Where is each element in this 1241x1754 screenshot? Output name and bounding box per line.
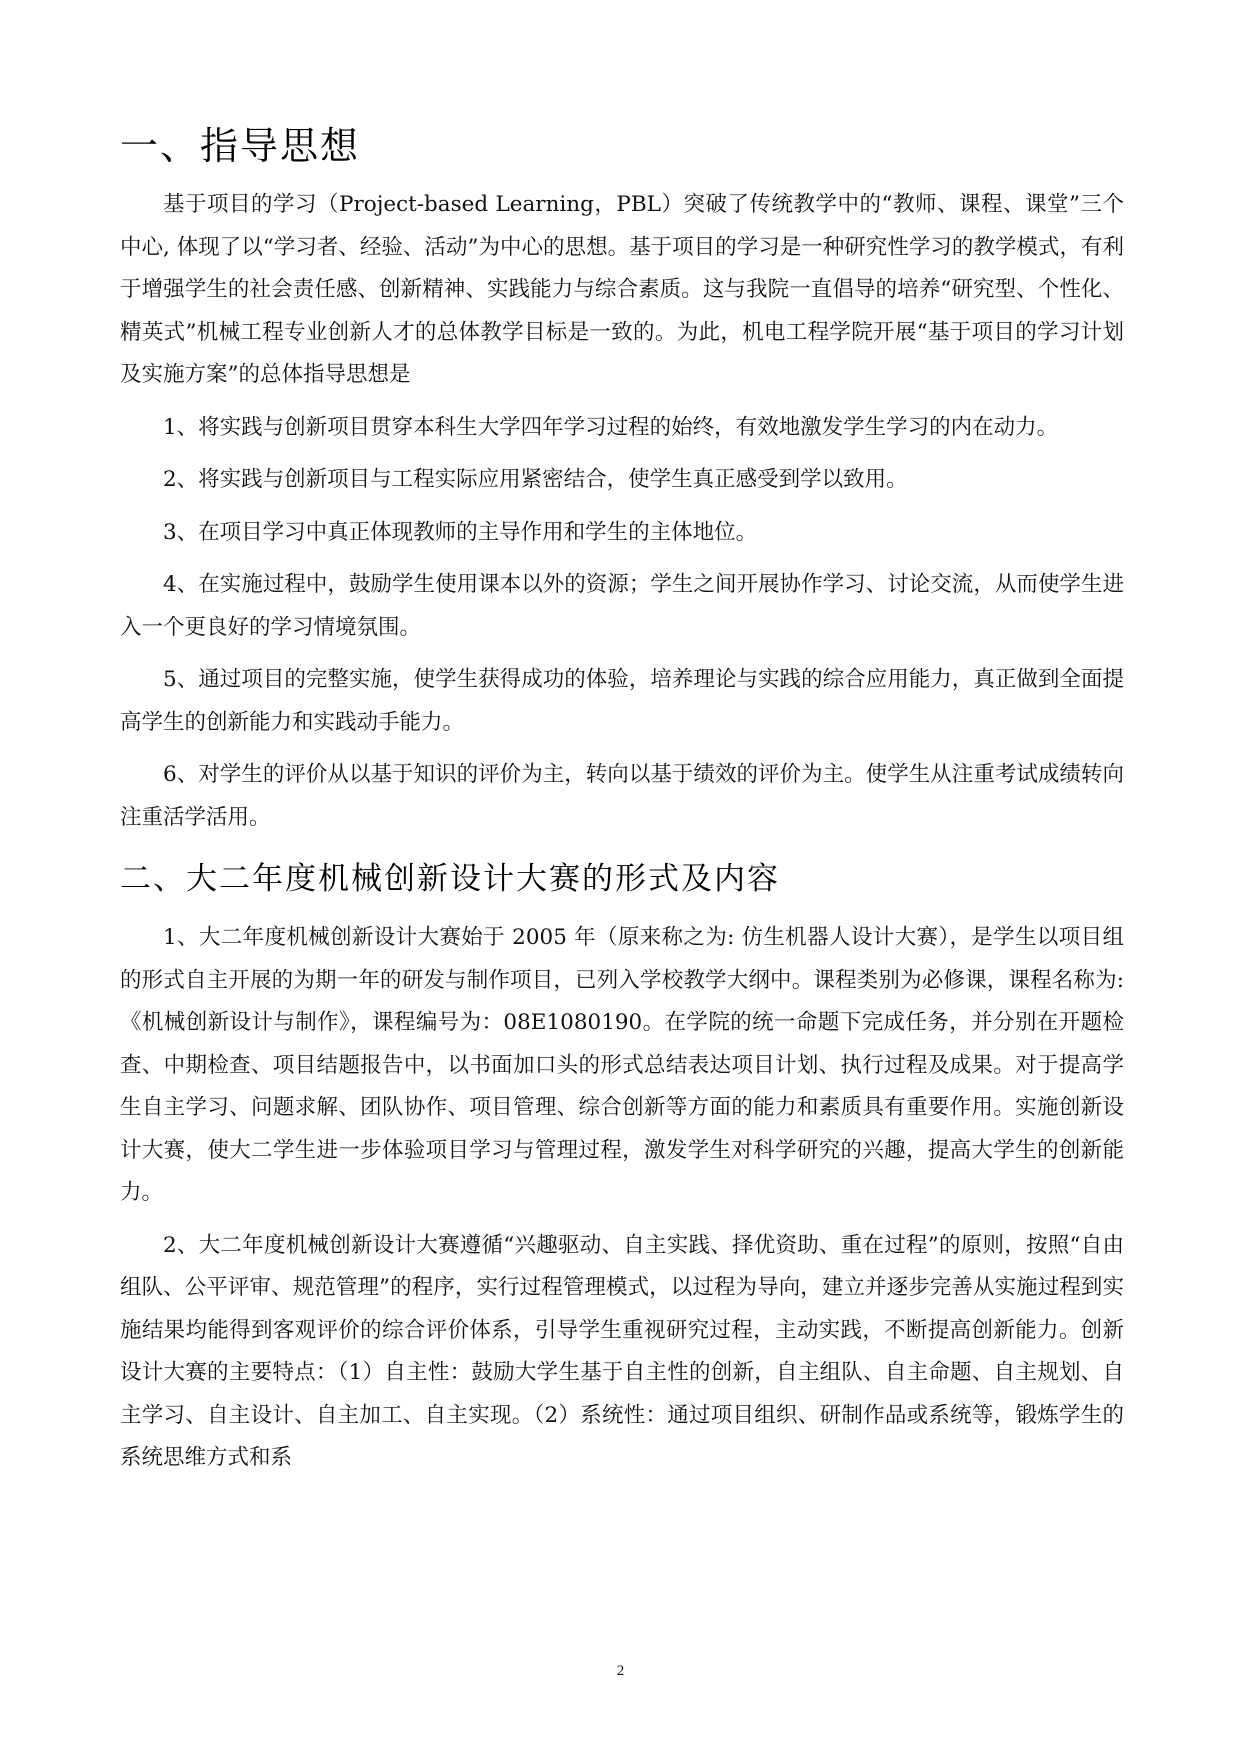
page-content	[120, 118, 1124, 1490]
guiding-point-1: 1、将实践与创新项目贯穿本科生大学四年学习过程的始终，有效地激发学生学习的内在动力。	[163, 414, 1059, 440]
guiding-point-2: 2、将实践与创新项目与工程实际应用紧密结合，使学生真正感受到学以致用。	[163, 467, 908, 492]
guiding-point-3: 3、在项目学习中真正体现教师的主导作用和学生的主体地位。	[163, 519, 758, 545]
guiding-point-4: 4、在实施过程中，鼓励学生使用课本以外的资源；学生之间开展协作学习、讨论交流，从而使学生进入一个更良好的学习情境氛围。	[120, 572, 1124, 640]
section-heading-competition: 二、大二年度机械创新设计大赛的形式及内容	[120, 861, 780, 897]
page-number: 2	[616, 1663, 625, 1679]
competition-paragraph-2: 2、大二年度机械创新设计大赛遵循“兴趣驱动、自主实践、择优资助、重在过程”的原则，按照“自由组队、公平评审、规范管理”的程序，实行过程管理模式，以过程为导向，建立并逐步完善从实施过程到实施结果均能得到客观评价的综合评价体系，引导学生重视研究过程，主动实践，不断提高创新能力。创新设计大赛的主要特点：（1）自主性：鼓励大学生基于自主性的创新，自主组队、自主命题、自主规划、自主学习、自主设计、自主加工、自主实现。（2）系统性：通过项目组织、研制作品或系统等，锻炼学生的系统思维方式和系	[120, 1232, 1124, 1470]
guiding-point-6: 6、对学生的评价从以基于知识的评价为主，转向以基于绩效的评价为主。使学生从注重考试成绩转向注重活学活用。	[120, 762, 1124, 830]
guiding-point-5: 5、通过项目的完整实施，使学生获得成功的体验，培养理论与实践的综合应用能力，真正做到全面提高学生的创新能力和实践动手能力。	[120, 667, 1124, 735]
section-heading-guiding-ideology: 一、指导思想	[120, 124, 361, 168]
competition-paragraph-1: 1、大二年度机械创新设计大赛始于 2005 年（原来称之为: 仿生机器人设计大赛），是学生以项目组的形式自主开展的为期一年的研发与制作项目，已列入学校教学大纲中。课程类别为必修课，课程名称为:《机械创新设计与制作》，课程编号为：08E1080190。在学院的统一命题下完成任务，并分别在开题检查、中期检查、项目结题报告中，以书面加口头的形式总结表达项目计划、执行过程及成果。对于提高学生自主学习、问题求解、团队协作、项目管理、综合创新等方面的能力和素质具有重要作用。实施创新设计大赛，使大二学生进一步体验项目学习与管理过程，激发学生对科学研究的兴趣，提高大学生的创新能力。	[120, 925, 1124, 1205]
intro-paragraph: 基于项目的学习（Project-based Learning，PBL）突破了传统教学中的“教师、课程、课堂”三个中心, 体现了以“学习者、经验、活动”为中心的思想。基于项目的学习是一种研究性学习的教学模式，有利于增强学生的社会责任感、创新精神、实践能力与综合素质。这与我院一直倡导的培养“研究型、个性化、精英式”机械工程专业创新人才的总体教学目标是一致的。为此，机电工程学院开展“基于项目的学习计划及实施方案”的总体指导思想是	[120, 192, 1124, 387]
